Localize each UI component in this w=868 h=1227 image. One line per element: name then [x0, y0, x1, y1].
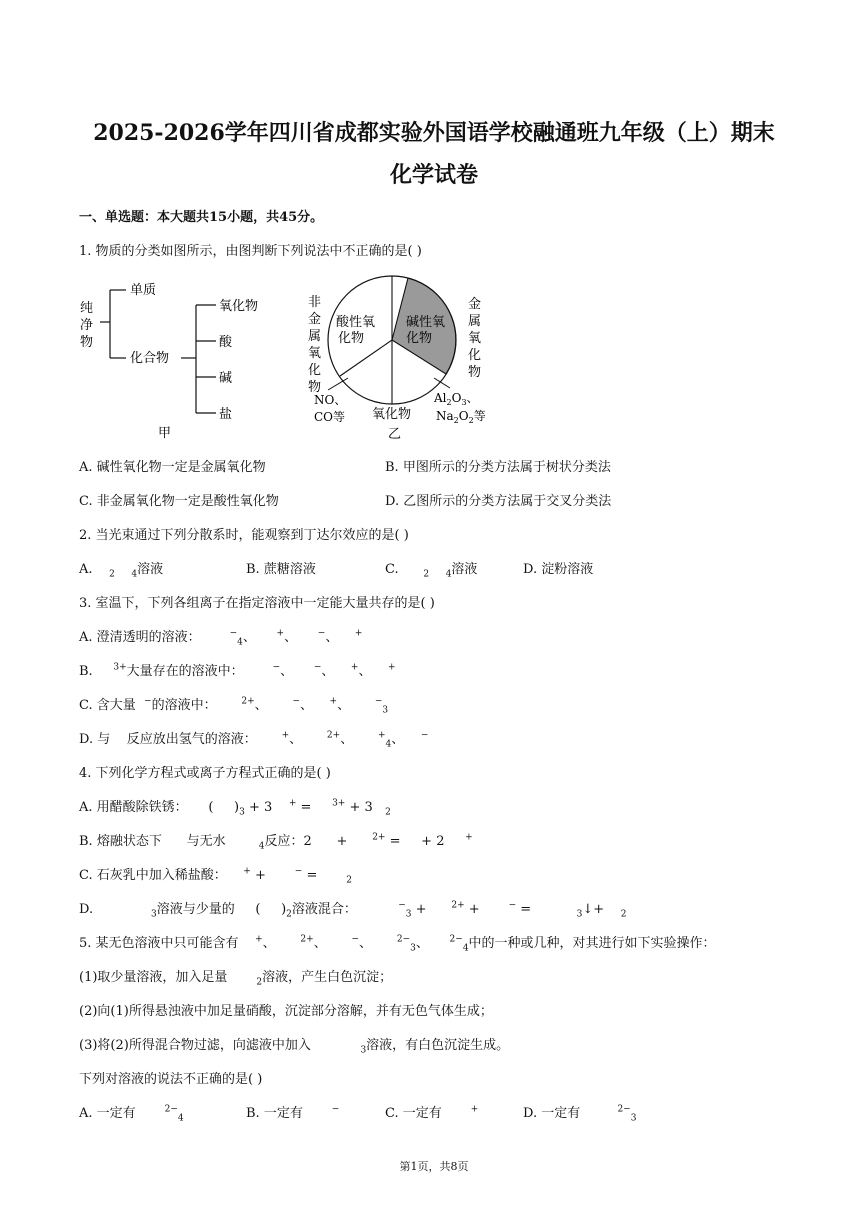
- q5-step-1-text: (1)取少量溶液，加入足量: [79, 970, 228, 985]
- q4-option-c-text: C. 石灰乳中加入稀盐酸：: [79, 868, 227, 883]
- q5-option-d[interactable]: D. 一定有 $^{2-}_3$: [523, 1104, 637, 1124]
- q1-figure-jia: [78, 270, 278, 445]
- page-footer: 第1页，共8页: [399, 1160, 469, 1173]
- yi-na2o2: $Na_2O_2$等: [436, 409, 486, 425]
- jia-root-3: 物: [80, 335, 94, 350]
- q1-option-b[interactable]: B. 甲图所示的分类方法属于树状分类法: [385, 460, 611, 475]
- q3-option-d[interactable]: D. 与 反应放出氢气的溶液： +、 $^{2+}$、 +$_4$、 −: [79, 730, 429, 750]
- yi-co: CO等: [314, 410, 346, 424]
- yi-right-label: [468, 296, 481, 380]
- svg-text:金: 金: [468, 297, 482, 312]
- svg-text:物: 物: [468, 365, 482, 380]
- q5-option-d-text: D. 一定有: [523, 1106, 581, 1121]
- q4-option-b-text3: 反应：2: [264, 834, 312, 849]
- q4-option-a-text: A. 用醋酸除铁锈：: [79, 800, 188, 815]
- q5-step-3: (3)将(2)所得混合物过滤，向滤液中加入 $_3$溶液，有白色沉淀生成。: [79, 1038, 510, 1056]
- q5-stem-end: 中的一种或几种，对其进行如下实验操作：: [468, 936, 716, 951]
- svg-text:非: 非: [308, 295, 322, 310]
- q2-option-a[interactable]: A. $_2$ $_4$溶液: [79, 562, 164, 580]
- q4-option-a[interactable]: A. 用醋酸除铁锈： ( )$_3 + 3$ + = $^{3+}$ + 3 $_2$: [79, 798, 391, 818]
- q4-option-d-text3: 溶液混合：: [291, 902, 357, 917]
- q5-option-b[interactable]: B. 一定有 −: [246, 1104, 340, 1121]
- yi-base-1: 碱性氧: [406, 315, 446, 330]
- q4-option-b[interactable]: B. 熔融状态下 与无水 $_4$反应：2 + $^{2+}$ = + 2 +: [79, 832, 473, 852]
- yi-left-label: [308, 294, 321, 395]
- svg-text:金: 金: [308, 312, 322, 327]
- q3-option-c[interactable]: C. 含大量 −的溶液中： $^{2+}$、 −、 +、 −$_3$: [79, 696, 389, 716]
- q3-option-a-text: A. 澄清透明的溶液：: [79, 630, 201, 645]
- q3-option-b[interactable]: B. $^{3+}$大量存在的溶液中： −、 −、 +、 +: [79, 662, 396, 679]
- jia-yan: 盐: [219, 407, 233, 422]
- q3-option-c-text2: 的溶液中：: [151, 698, 217, 713]
- svg-text:属: 属: [308, 329, 322, 344]
- q3-option-d-text2: 反应放出氢气的溶液：: [126, 732, 257, 747]
- yi-caption: 乙: [388, 427, 402, 442]
- q2-option-d[interactable]: D. 淀粉溶液: [523, 562, 594, 577]
- q2-option-c-text: 溶液: [451, 562, 478, 577]
- title-line-2: 化学试卷: [389, 162, 478, 188]
- q5-step-3-text2: 溶液，有白色沉淀生成。: [366, 1038, 510, 1053]
- q5-ask: 下列对溶液的说法不正确的是( ): [79, 1072, 263, 1087]
- q4-option-b-text2: 与无水: [186, 834, 226, 849]
- q4-stem: 4. 下列化学方程式或离子方程式正确的是( ): [79, 766, 331, 781]
- q2-option-b[interactable]: B. 蔗糖溶液: [246, 562, 316, 577]
- q5-option-c-text: C. 一定有: [385, 1106, 442, 1121]
- q4-option-d-text: D.: [79, 902, 94, 917]
- jia-suan: 酸: [219, 335, 233, 350]
- section-heading: 一、单选题：本大题共15小题，共45分。: [79, 210, 324, 225]
- yi-al2o3: $Al_2O_3$、: [434, 391, 479, 407]
- q5-step-2: (2)向(1)所得悬浊液中加足量硝酸，沉淀部分溶解，并有无色气体生成；: [79, 1004, 493, 1019]
- q4-option-b-text: B. 熔融状态下: [79, 834, 162, 849]
- q1-option-d[interactable]: D. 乙图所示的分类方法属于交叉分类法: [385, 494, 612, 509]
- jia-huahewu: 化合物: [130, 351, 170, 366]
- jia-danzhi: 单质: [130, 283, 157, 298]
- svg-text:化: 化: [468, 348, 482, 363]
- yi-acid-2: 化物: [338, 331, 365, 346]
- q5-option-a[interactable]: A. 一定有 $^{2-}_4$: [79, 1104, 184, 1124]
- q3-option-c-text: C. 含大量: [79, 698, 136, 713]
- svg-text:化: 化: [308, 363, 322, 378]
- yi-base-2: 化物: [406, 331, 433, 346]
- q1-option-a[interactable]: A. 碱性氧化物一定是金属氧化物: [79, 460, 266, 475]
- q5-option-a-text: A. 一定有: [79, 1106, 136, 1121]
- q1-stem: 1. 物质的分类如图所示，由图判断下列说法中不正确的是( ): [79, 244, 422, 259]
- q2-option-a-text: 溶液: [137, 562, 164, 577]
- yi-acid-1: 酸性氧: [336, 315, 376, 330]
- q3-option-a[interactable]: A. 澄清透明的溶液： −$_4$、 +、 −、 +: [79, 628, 363, 648]
- svg-text:氧: 氧: [308, 346, 322, 361]
- jia-caption: 甲: [158, 426, 172, 441]
- q4-option-c[interactable]: C. 石灰乳中加入稀盐酸： + + − = $_2$: [79, 866, 353, 886]
- q2-option-c[interactable]: C. $_2$ $_4$溶液: [385, 562, 478, 580]
- q4-option-d-text2: 溶液与少量的: [156, 902, 235, 917]
- svg-text:氧: 氧: [468, 331, 482, 346]
- q3-option-b-text: 大量存在的溶液中：: [126, 664, 244, 679]
- q5-stem-text: 5. 某无色溶液中只可能含有: [79, 936, 239, 951]
- q5-step-1: (1)取少量溶液，加入足量 $_2$溶液，产生白色沉淀；: [79, 970, 393, 988]
- q2-stem: 2. 当光束通过下列分散系时，能观察到丁达尔效应的是( ): [79, 528, 409, 543]
- title-line-1: 2025-2026学年四川省成都实验外国语学校融通班九年级（上）期末: [93, 120, 775, 146]
- q5-step-3-text: (3)将(2)所得混合物过滤，向滤液中加入: [79, 1038, 311, 1053]
- q1-option-c[interactable]: C. 非金属氧化物一定是酸性氧化物: [79, 494, 279, 509]
- jia-root-1: 纯: [80, 301, 94, 316]
- q1-figure-yi: [300, 268, 500, 443]
- svg-text:物: 物: [308, 380, 322, 395]
- svg-text:属: 属: [468, 314, 482, 329]
- q3-stem: 3. 室温下，下列各组离子在指定溶液中一定能大量共存的是( ): [79, 596, 435, 611]
- yi-no: NO、: [314, 393, 347, 407]
- jia-yanghuawu: 氧化物: [219, 299, 259, 314]
- q5-step-1-text2: 溶液，产生白色沉淀；: [262, 970, 393, 985]
- jia-root-2: 净: [80, 318, 94, 333]
- q3-option-d-text: D. 与: [79, 732, 111, 747]
- jia-jian: 碱: [219, 371, 233, 386]
- q5-option-b-text: B. 一定有: [246, 1106, 303, 1121]
- q5-stem: 5. 某无色溶液中只可能含有 +、 $^{2+}$、 −、 $^{2-}_3$、 $^{2-}_4$中的一种或几种，对其进行如下实验操作：: [79, 934, 716, 954]
- q4-option-d[interactable]: D. $_3$溶液与少量的 ( )$_2$溶液混合： −$_3$ + $^{2+}$ + − = $_3$↓+ $_2$: [79, 900, 627, 920]
- yi-bottom: 氧化物: [372, 407, 412, 422]
- q5-option-c[interactable]: C. 一定有 +: [385, 1104, 479, 1121]
